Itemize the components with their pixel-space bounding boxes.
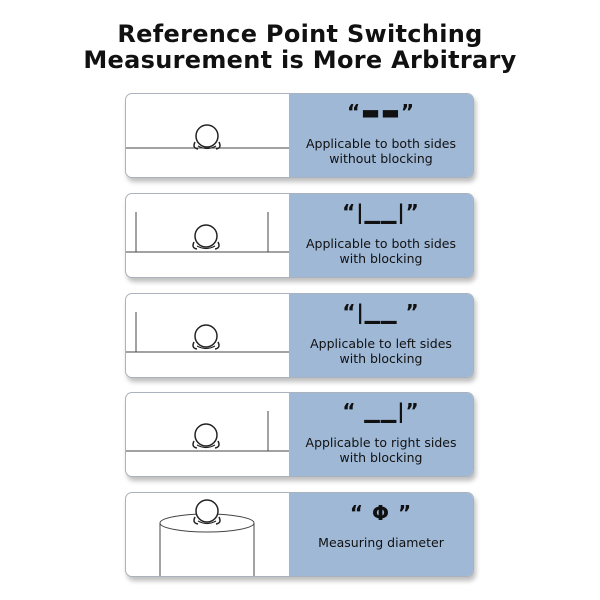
- mode-description: Applicable to both sides with blocking: [306, 236, 456, 266]
- mode-symbol: “|▁▁|”: [342, 200, 420, 224]
- page-title-line1: Reference Point Switching: [117, 20, 483, 48]
- mode-description: Measuring diameter: [318, 535, 444, 550]
- diagram-both-walls: [126, 194, 289, 277]
- probe-icon: [194, 125, 220, 149]
- mode-symbol: “ ▁▁|”: [342, 399, 420, 423]
- mode-symbol: “▬▬”: [346, 100, 416, 124]
- diagram-right-wall: [126, 393, 289, 476]
- mode-description: Applicable to left sides with blocking: [310, 336, 452, 366]
- probe-icon: [193, 225, 219, 249]
- mode-symbol: “ Φ ”: [349, 501, 413, 525]
- mode-symbol: “|▁▁ ”: [342, 300, 420, 324]
- mode-card-no-blocking: [125, 93, 474, 178]
- mode-card-diameter: [125, 492, 474, 577]
- mode-info-panel: [289, 294, 473, 377]
- mode-description: Applicable to both sides without blocking: [306, 136, 456, 166]
- diagram-left-wall: [126, 294, 289, 377]
- mode-card-left-blocking: [125, 293, 474, 378]
- mode-description: Applicable to right sides with blocking: [305, 435, 457, 465]
- page-title-line2: Measurement is More Arbitrary: [83, 46, 517, 74]
- diagram-cylinder: [126, 493, 289, 576]
- mode-card-both-blocking: [125, 193, 474, 278]
- mode-info-panel: [289, 393, 473, 476]
- mode-card-right-blocking: [125, 392, 474, 477]
- probe-icon: [193, 325, 219, 349]
- mode-info-panel: [289, 94, 473, 177]
- probe-icon: [193, 424, 219, 448]
- diagram-flat-surface: [126, 94, 289, 177]
- mode-info-panel: [289, 493, 473, 576]
- mode-info-panel: [289, 194, 473, 277]
